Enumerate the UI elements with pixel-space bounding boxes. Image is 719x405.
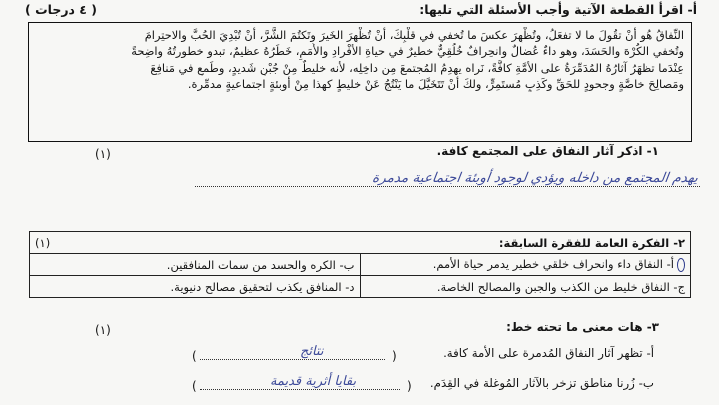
passage-line: النِّفاقُ هُو أنْ تقُولَ ما لا تفعَلُ، وتُظْهِرَ عكسَ ما تُخفي في قلْبِكَ، أنْ تُظْهِرَ الخَيرَ وتَكتُمَ الشَّرَّ، أنْ تُبْدِيَ الحُبَّ والاحتِرامَ: [144, 28, 684, 42]
option-d-text: د- المنافق يكذب لتحقيق مصالح دنيوية.: [170, 279, 355, 294]
handwritten-answer-3b: بقايا أثرية قديمة: [270, 374, 357, 389]
reading-passage: [28, 22, 692, 142]
answer-1-line: [195, 186, 700, 187]
option-b[interactable]: [30, 254, 361, 276]
paren-open: (: [407, 379, 412, 393]
paren-close: ): [192, 379, 197, 393]
paren-open: (: [392, 349, 397, 363]
question-3-mark: (١): [95, 323, 111, 337]
handwritten-answer-1: يهدم المجتمع من داخله ويؤدي لوجود أوبئة اجتماعية مدمرة: [371, 170, 700, 186]
question-a-heading: أ- اقرأ القطعة الآتية وأجب الأسئلة التي تليها:: [419, 2, 697, 17]
passage-line: ومَصالِحَ خاصَّةٍ وجحودٍ للحَقِّ وكَذِبٍ مُستَمِرٍّ، ولكَ أنْ تَتَخَيَّلَ ما يَنْتُجُ عَنْ خليطٍ كهذا مِنْ أوبئةٍ اجتماعيةٍ مدمِّرة.: [187, 76, 684, 91]
handwritten-answer-3a: نتائج: [300, 344, 324, 359]
question-2-mark: (١): [35, 235, 51, 250]
answer-3a-line: [200, 359, 385, 360]
question-2-row: [30, 232, 691, 254]
option-b-text: ب- الكره والحسد من سمات المنافقين.: [166, 257, 355, 272]
option-c[interactable]: [360, 276, 691, 298]
answer-3b-line: [200, 389, 400, 390]
question-3: ٣- هات معنى ما تحته خط:: [506, 320, 659, 334]
question-3a: أ- تظهر آثار النفاق المُدمرة على الأمة كافة.: [443, 346, 654, 360]
question-marks: ( ٤ درجات ): [25, 2, 98, 17]
paren-close: ): [192, 349, 197, 363]
option-d[interactable]: [30, 276, 361, 298]
question-1: ١- اذكر آثار النفاق على المجتمع كافة.: [436, 144, 659, 158]
selected-circle-icon: [677, 258, 685, 272]
question-1-mark: (١): [95, 147, 111, 161]
passage-line: وتُخفي الكُرْهَ والحَسَدَ، وهو داءٌ عُضالٌ وانحِرافٌ خُلُقِيٌّ خطيرٌ في حياةِ الأفْرادِ والأُمَمِ، خَطَرُهُ عظيمٌ، تبدو خطورتُهُ واضِحةً: [131, 44, 684, 59]
passage-line: عِنْدَما تظهَرُ آثارُهُ المُدَمِّرَةُ على الأمَّةِ كافَّةً، نَراه يهدِمُ المُجتمعَ مِن داخِلِه، لأنه خليطٌ مِنْ جُبْنٍ شَديدٍ، وطَمعٍ في مَنافِعَ: [150, 60, 684, 75]
option-c-text: ج- النفاق خليط من الكذب والجبن والمصالح الخاصة.: [436, 279, 685, 294]
option-a[interactable]: [360, 254, 691, 276]
options-table: [29, 231, 691, 298]
question-2: ٢- الفكرة العامة للفقرة السابقة:: [498, 235, 685, 250]
option-a-text: أ- النفاق داء وانحراف خلقي خطير يدمر حياة الأمم.: [432, 257, 674, 271]
question-3b: ب- زُرنا مناطق تزخر بالآثار المُوغلة في القِدَم.: [429, 376, 654, 390]
